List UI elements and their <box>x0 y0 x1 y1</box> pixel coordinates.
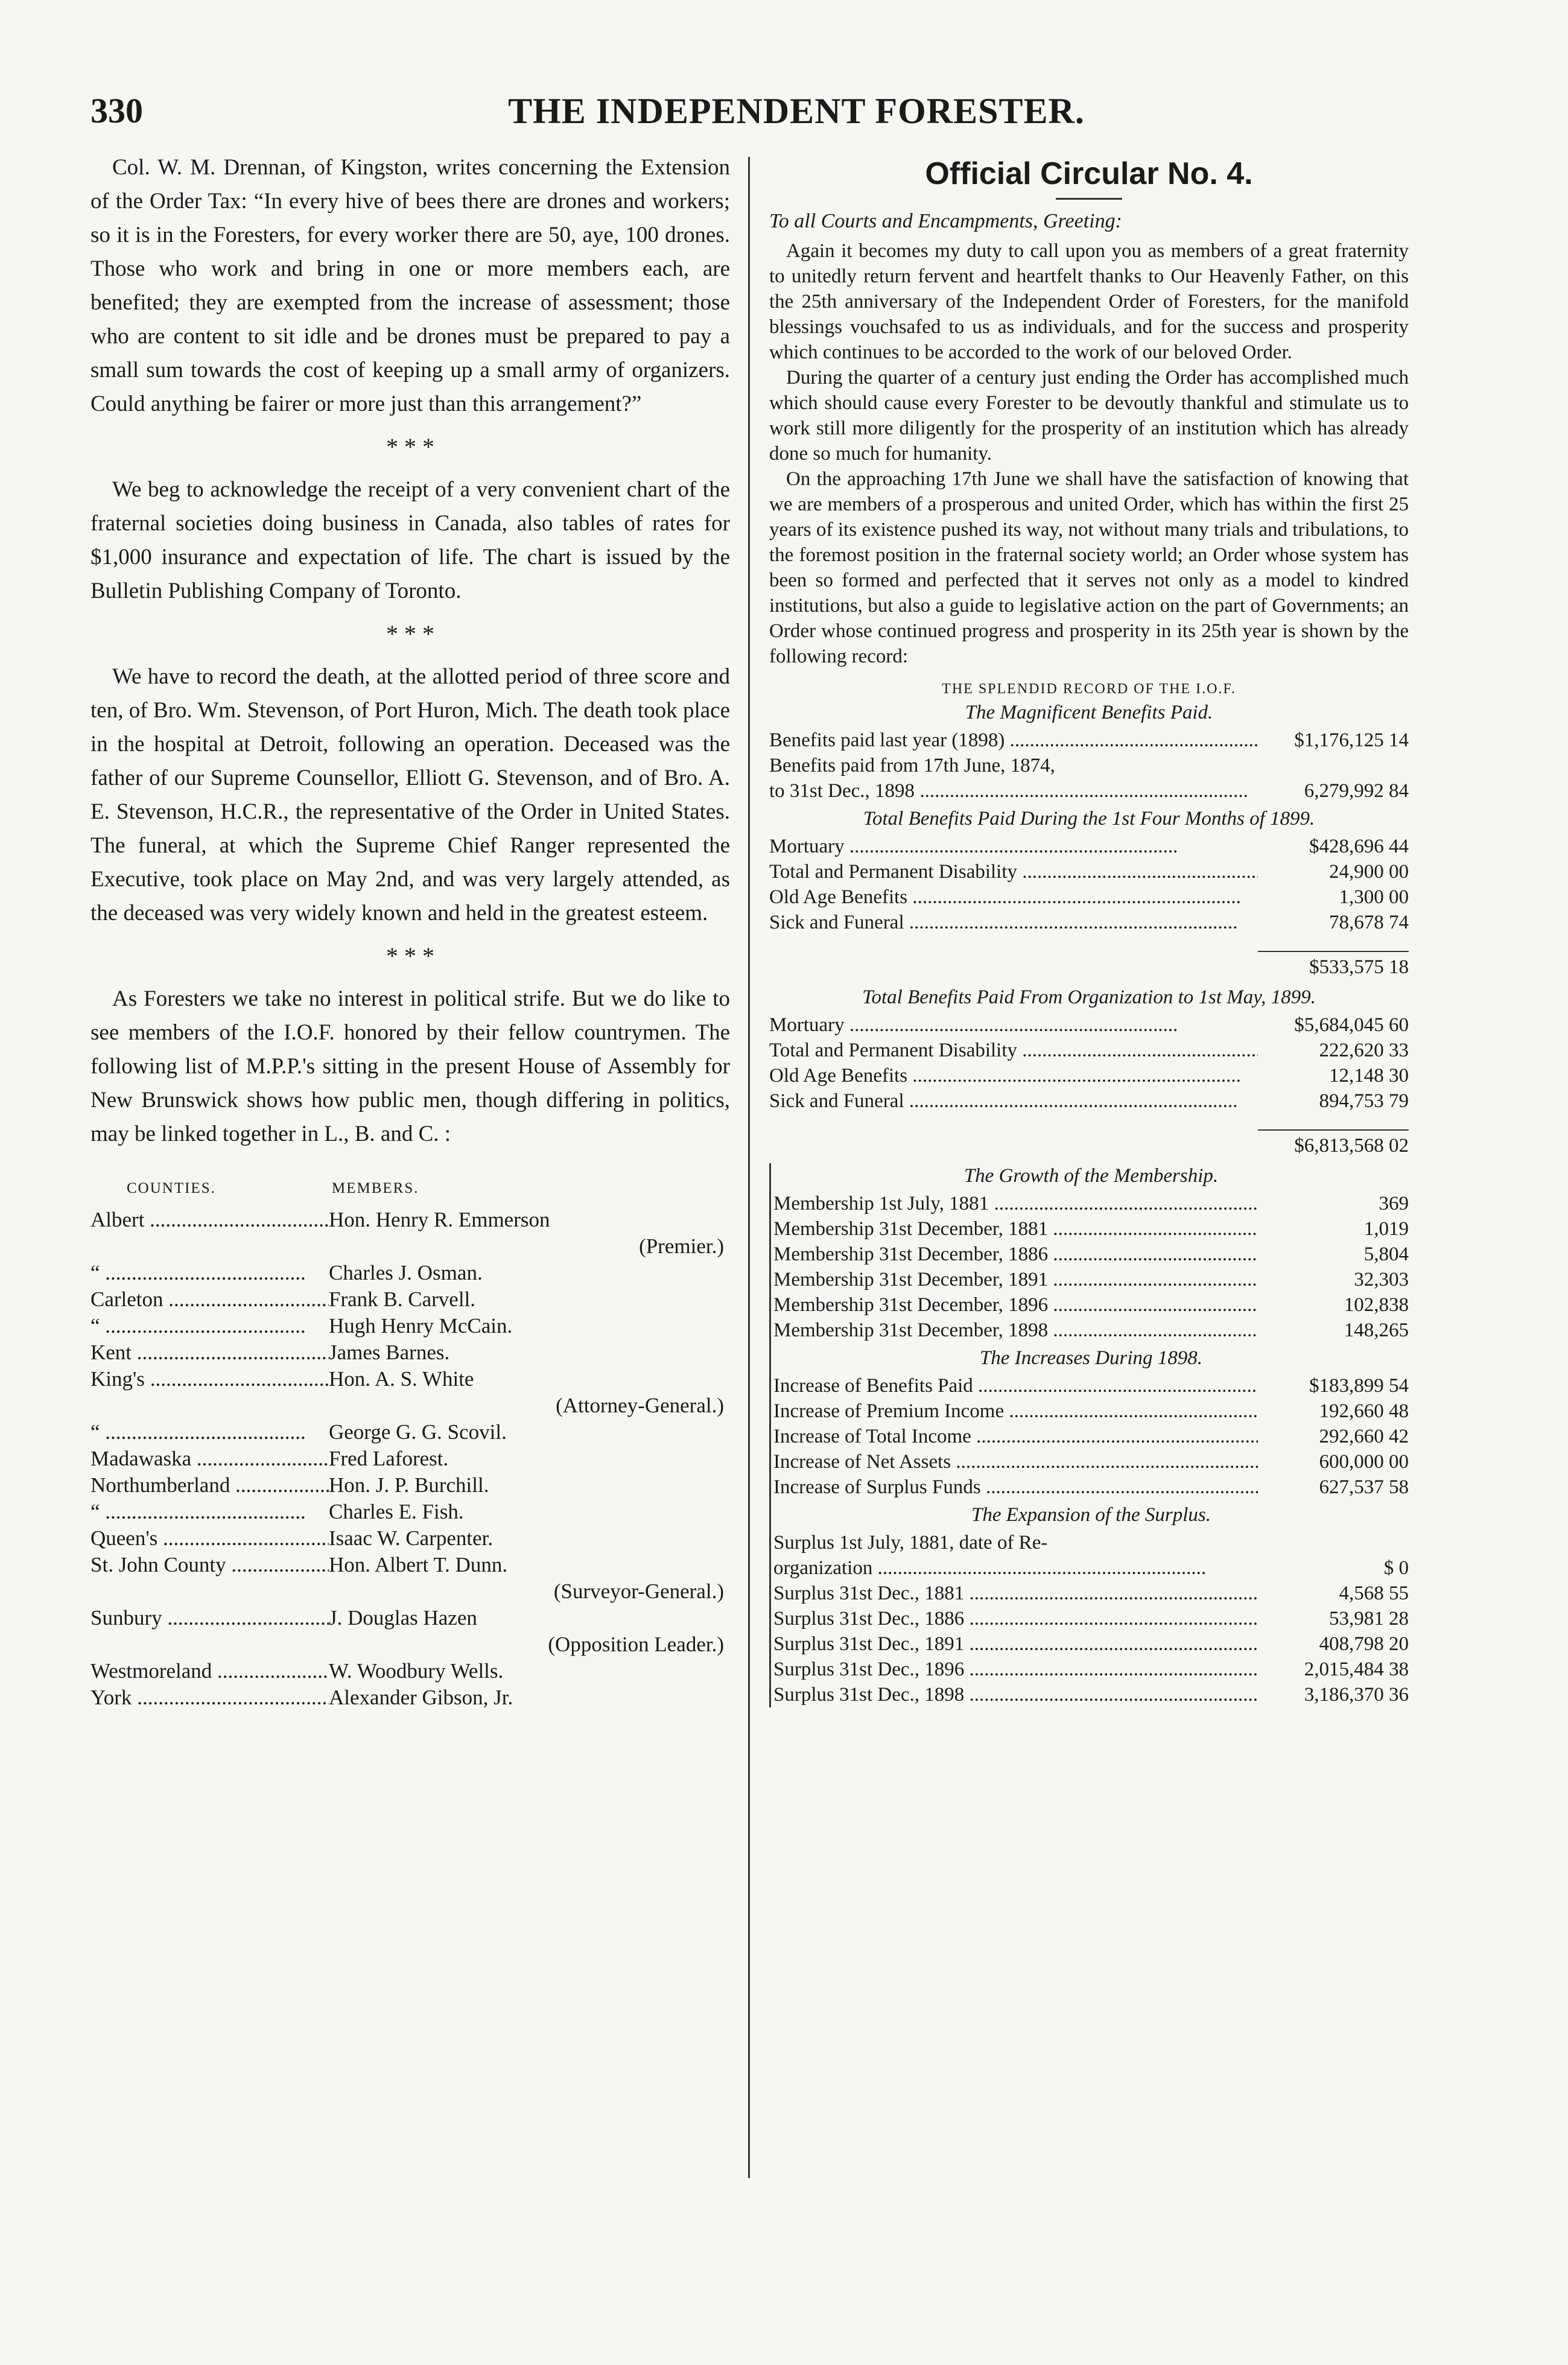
row-value: 4,568 55 <box>1339 1582 1409 1604</box>
member-name: Hon. J. P. Burchill. <box>329 1472 730 1499</box>
member-row <box>90 1339 730 1366</box>
chart-paragraph: We beg to acknowledge the receipt of a very convenient chart of the fraternal societies doing business in Canada, also tables of rates for $1,000 insurance and expectation of life. The chart is issued by the Bulletin Publishing Company of Toronto. <box>90 477 730 603</box>
four-months-row <box>769 884 1409 910</box>
running-head <box>90 84 1502 139</box>
county-name: Queen's ..... <box>90 1525 329 1552</box>
surplus-heading: The Expansion of the Surplus. <box>971 1504 1211 1526</box>
row-value: $ 0 <box>1383 1557 1409 1579</box>
county-name: Northumberland ..... <box>90 1472 329 1499</box>
member-name: W. Woodbury Wells. <box>329 1658 730 1684</box>
member-name: J. Douglas Hazen <box>329 1605 730 1631</box>
row-label: Membership 31st December, 1891 ..... <box>773 1267 1258 1292</box>
county-name: York ..... <box>90 1684 329 1711</box>
four-months-total-row <box>769 952 1409 982</box>
organization-row <box>769 1038 1409 1063</box>
row-value: $183,899 54 <box>1309 1375 1409 1397</box>
increase-row <box>773 1398 1409 1424</box>
county-name: “ ..... <box>90 1260 329 1286</box>
surplus-row <box>773 1581 1409 1606</box>
member-name: Hon. Albert T. Dunn. <box>329 1552 730 1578</box>
four-months-row <box>769 834 1409 859</box>
row-label: Surplus 31st Dec., 1898 ..... <box>773 1682 1258 1707</box>
row-value: 102,838 <box>1344 1294 1409 1316</box>
right-column <box>769 151 1409 1707</box>
row-value: 292,660 42 <box>1319 1426 1409 1447</box>
benefits-row <box>769 728 1409 753</box>
row-value: 53,981 28 <box>1329 1608 1409 1630</box>
member-title-note: (Premier.) <box>639 1234 724 1258</box>
member-name: Frank B. Carvell. <box>329 1286 730 1313</box>
row-value: 148,265 <box>1344 1319 1409 1341</box>
member-row <box>90 1446 730 1472</box>
row-label: Sick and Funeral ..... <box>769 910 1258 935</box>
increase-row <box>773 1475 1409 1500</box>
four-months-heading: Total Benefits Paid During the 1st Four Months of 1899. <box>863 808 1315 830</box>
member-row <box>90 1684 730 1711</box>
counties-heading: COUNTIES. <box>127 1180 216 1196</box>
surplus-row <box>773 1682 1409 1707</box>
county-name: St. John County ..... <box>90 1552 329 1578</box>
organization-total-row <box>769 1131 1409 1161</box>
circular-title: Official Circular No. 4. <box>925 156 1253 191</box>
row-value: 600,000 00 <box>1319 1451 1409 1473</box>
greeting: To all Courts and Encampments, Greeting: <box>769 210 1122 232</box>
surplus-row <box>773 1606 1409 1631</box>
benefits-row <box>769 753 1409 778</box>
growth-table <box>773 1191 1409 1343</box>
county-name: Madawaska ..... <box>90 1446 329 1472</box>
row-label: Total and Permanent Disability ..... <box>769 1038 1258 1063</box>
member-row <box>90 1366 730 1392</box>
members-table <box>90 1175 730 1711</box>
circular-paragraph: Again it becomes my duty to call upon you as members of a great fraternity to unitedly return fervent and heartfelt thanks to Our Heavenly Father, on this the 25th anniversary of the Independent Order of Foresters, for the manifold blessings vouchsafed to us as individuals, and for the success and prosperity which continues to be accorded to the work of our beloved Order. <box>769 240 1409 363</box>
organization-total: $6,813,568 02 <box>1294 1135 1409 1157</box>
organization-row <box>769 1012 1409 1038</box>
members-heading: MEMBERS. <box>332 1180 419 1196</box>
row-value: 222,620 33 <box>1319 1040 1409 1061</box>
increase-row <box>773 1373 1409 1398</box>
row-label: Benefits paid from 17th June, 1874, <box>769 755 1055 776</box>
county-name: “ ..... <box>90 1419 329 1446</box>
member-row <box>90 1552 730 1578</box>
member-name: Charles J. Osman. <box>329 1260 730 1286</box>
row-label: Membership 31st December, 1896 ..... <box>773 1292 1258 1318</box>
row-label: Membership 31st December, 1898 ..... <box>773 1318 1258 1343</box>
organization-heading: Total Benefits Paid From Organization to 1st May, 1899. <box>862 986 1316 1008</box>
member-name: Charles E. Fish. <box>329 1499 730 1525</box>
surplus-row <box>773 1555 1409 1581</box>
members-rows <box>90 1207 730 1711</box>
row-label: Increase of Surplus Funds ..... <box>773 1475 1258 1500</box>
journal-title: THE INDEPENDENT FORESTER. <box>508 91 1085 131</box>
statistics-block <box>769 1163 1409 1707</box>
county-name: Carleton ..... <box>90 1286 329 1313</box>
member-name: Fred Laforest. <box>329 1446 730 1472</box>
row-value: 5,804 <box>1363 1243 1409 1265</box>
row-value: $1,176,125 14 <box>1294 729 1409 751</box>
row-label: Surplus 31st Dec., 1886 ..... <box>773 1606 1258 1631</box>
member-title-note: (Surveyor-General.) <box>553 1579 724 1603</box>
member-name: Hugh Henry McCain. <box>329 1313 730 1339</box>
circular-paragraph: During the quarter of a century just ending the Order has accomplished much which should cause every Forester to be devoutly thankful and stimulate us to work still more diligently for the prosperity of an institution which has already done so much for humanity. <box>769 367 1409 465</box>
row-label: organization ..... <box>773 1555 1258 1581</box>
county-name: Albert ..... <box>90 1207 329 1233</box>
four-months-row <box>769 910 1409 935</box>
organization-table <box>769 1012 1409 1114</box>
member-row <box>90 1605 730 1631</box>
benefits-row <box>769 778 1409 804</box>
row-label: Sick and Funeral ..... <box>769 1088 1258 1114</box>
left-column <box>90 151 730 1711</box>
members-table-header <box>90 1175 730 1202</box>
politics-paragraph: As Foresters we take no interest in political strife. But we do like to see members of the I.O.F. honored by their fellow countrymen. The following list of M.P.P.'s sitting in the present House of Assembly for New Brunswick shows how public men, though differing in politics, may be linked together in L., B. and C. : <box>90 986 730 1146</box>
circular-paragraph: On the approaching 17th June we shall have the satisfaction of knowing that we are members of a prosperous and united Order, which has within the first 25 years of its existence pushed its way, not without many trials and tribulations, to the foremost position in the fraternal society world; an Order whose system has been so formed and perfected that it serves not only as a model to kindred institutions, but also a guide to legislative action on the part of Governments; an Order whose continued progress and prosperity in its 25th year is shown by the following record: <box>769 468 1409 667</box>
row-value: 3,186,370 36 <box>1304 1684 1409 1706</box>
membership-row <box>773 1191 1409 1216</box>
row-label: Benefits paid last year (1898) ..... <box>769 728 1258 753</box>
row-label: Total and Permanent Disability ..... <box>769 859 1258 884</box>
membership-row <box>773 1267 1409 1292</box>
surplus-table <box>773 1530 1409 1707</box>
four-months-table <box>769 834 1409 935</box>
member-row <box>90 1313 730 1339</box>
member-row <box>90 1419 730 1446</box>
row-label: Increase of Total Income ..... <box>773 1424 1258 1449</box>
membership-row <box>773 1318 1409 1343</box>
page-number: 330 <box>90 91 143 130</box>
row-value: 24,900 00 <box>1329 861 1409 883</box>
row-label: Old Age Benefits ..... <box>769 1063 1258 1088</box>
row-label: Mortuary ..... <box>769 1012 1258 1038</box>
record-heading: THE SPLENDID RECORD OF THE I.O.F. <box>942 681 1236 697</box>
row-value: 6,279,992 84 <box>1304 780 1409 802</box>
row-value: 192,660 48 <box>1319 1400 1409 1422</box>
row-label: Increase of Benefits Paid ..... <box>773 1373 1258 1398</box>
growth-heading: The Growth of the Membership. <box>963 1165 1219 1187</box>
member-row <box>90 1472 730 1499</box>
membership-row <box>773 1242 1409 1267</box>
surplus-row <box>773 1530 1409 1555</box>
county-name: “ ..... <box>90 1313 329 1339</box>
row-value: 627,537 58 <box>1319 1476 1409 1498</box>
surplus-row <box>773 1631 1409 1657</box>
four-months-row <box>769 859 1409 884</box>
asterism: * * * <box>386 433 434 460</box>
row-label: Old Age Benefits ..... <box>769 884 1258 910</box>
row-value: 408,798 20 <box>1319 1633 1409 1655</box>
surplus-row <box>773 1657 1409 1682</box>
county-name: Sunbury ..... <box>90 1605 329 1631</box>
member-row <box>90 1260 730 1286</box>
row-value: $428,696 44 <box>1309 836 1409 857</box>
row-value <box>1258 1530 1409 1555</box>
row-label: Surplus 31st Dec., 1881 ..... <box>773 1581 1258 1606</box>
row-label: Surplus 31st Dec., 1891 ..... <box>773 1631 1258 1657</box>
member-row <box>90 1658 730 1684</box>
member-row <box>90 1525 730 1552</box>
county-name: “ ..... <box>90 1499 329 1525</box>
row-value: $5,684,045 60 <box>1294 1014 1409 1036</box>
county-name: King's ..... <box>90 1366 329 1392</box>
row-value <box>1258 753 1409 778</box>
row-label: Membership 31st December, 1886 ..... <box>773 1242 1258 1267</box>
benefits-heading: The Magnificent Benefits Paid. <box>965 702 1213 723</box>
row-value: 2,015,484 38 <box>1304 1659 1409 1680</box>
row-value: 1,019 <box>1363 1218 1409 1240</box>
member-title-note: (Attorney-General.) <box>556 1394 724 1417</box>
row-value: 12,148 30 <box>1329 1065 1409 1087</box>
benefits-table <box>769 728 1409 804</box>
member-name: Alexander Gibson, Jr. <box>329 1684 730 1711</box>
increases-table <box>773 1373 1409 1500</box>
member-name: Hon. A. S. White <box>329 1366 730 1392</box>
row-label: Mortuary ..... <box>769 834 1258 859</box>
member-row <box>90 1499 730 1525</box>
title-rule <box>1056 198 1122 200</box>
member-row <box>90 1286 730 1313</box>
row-label: Increase of Premium Income ..... <box>773 1398 1258 1424</box>
increase-row <box>773 1449 1409 1475</box>
row-label: Surplus 31st Dec., 1896 ..... <box>773 1657 1258 1682</box>
row-label: Membership 31st December, 1881 ..... <box>773 1216 1258 1242</box>
organization-row <box>769 1088 1409 1114</box>
asterism: * * * <box>386 942 434 970</box>
obituary-paragraph: We have to record the death, at the allotted period of three score and ten, of Bro. Wm. Stevenson, of Port Huron, Mich. The death took place in the hospital at Detroit, following an operation. Deceased was the father of our Supreme Counsellor, Elliott G. Stevenson, and of Bro. A. E. Stevenson, H.C.R., the representative of the Order in United States. The funeral, at which the Supreme Chief Ranger represented the Executive, took place on May 2nd, and was very largely attended, as the deceased was very widely known and held in the greatest esteem. <box>90 664 730 925</box>
county-name: Kent ..... <box>90 1339 329 1366</box>
member-name: Isaac W. Carpenter. <box>329 1525 730 1552</box>
row-value: 32,303 <box>1354 1269 1409 1290</box>
member-name: Hon. Henry R. Emmerson <box>329 1207 730 1233</box>
column-divider <box>748 157 750 2178</box>
increase-row <box>773 1424 1409 1449</box>
page <box>90 84 1502 2317</box>
member-title-note: (Opposition Leader.) <box>548 1633 724 1656</box>
organization-row <box>769 1063 1409 1088</box>
member-row <box>90 1207 730 1233</box>
membership-row <box>773 1216 1409 1242</box>
row-value: 1,300 00 <box>1339 886 1409 908</box>
member-name: George G. G. Scovil. <box>329 1419 730 1446</box>
increases-heading: The Increases During 1898. <box>979 1347 1203 1369</box>
four-months-total: $533,575 18 <box>1309 956 1409 978</box>
membership-row <box>773 1292 1409 1318</box>
row-label: Membership 1st July, 1881 ..... <box>773 1191 1258 1216</box>
row-value: 78,678 74 <box>1329 912 1409 933</box>
row-value: 894,753 79 <box>1319 1090 1409 1112</box>
row-label: to 31st Dec., 1898 ..... <box>769 778 1258 804</box>
row-value: 369 <box>1379 1193 1409 1214</box>
member-name: James Barnes. <box>329 1339 730 1366</box>
row-label: Surplus 1st July, 1881, date of Re- <box>773 1532 1048 1554</box>
asterism: * * * <box>386 620 434 647</box>
row-label: Increase of Net Assets ..... <box>773 1449 1258 1475</box>
drennan-paragraph: Col. W. M. Drennan, of Kingston, writes concerning the Extension of the Order Tax: “In every hive of bees there are drones and workers; so it is in the Foresters, for every worker there are 50, aye, 100 drones. Those who work and bring in one or more members each, are benefited; they are exempted from the increase of assessment; those who are content to sit idle and be drones must be prepared to pay a small sum towards the cost of keeping up a small army of organizers. Could anything be fairer or more just than this arrangement?” <box>90 155 730 416</box>
county-name: Westmoreland ..... <box>90 1658 329 1684</box>
